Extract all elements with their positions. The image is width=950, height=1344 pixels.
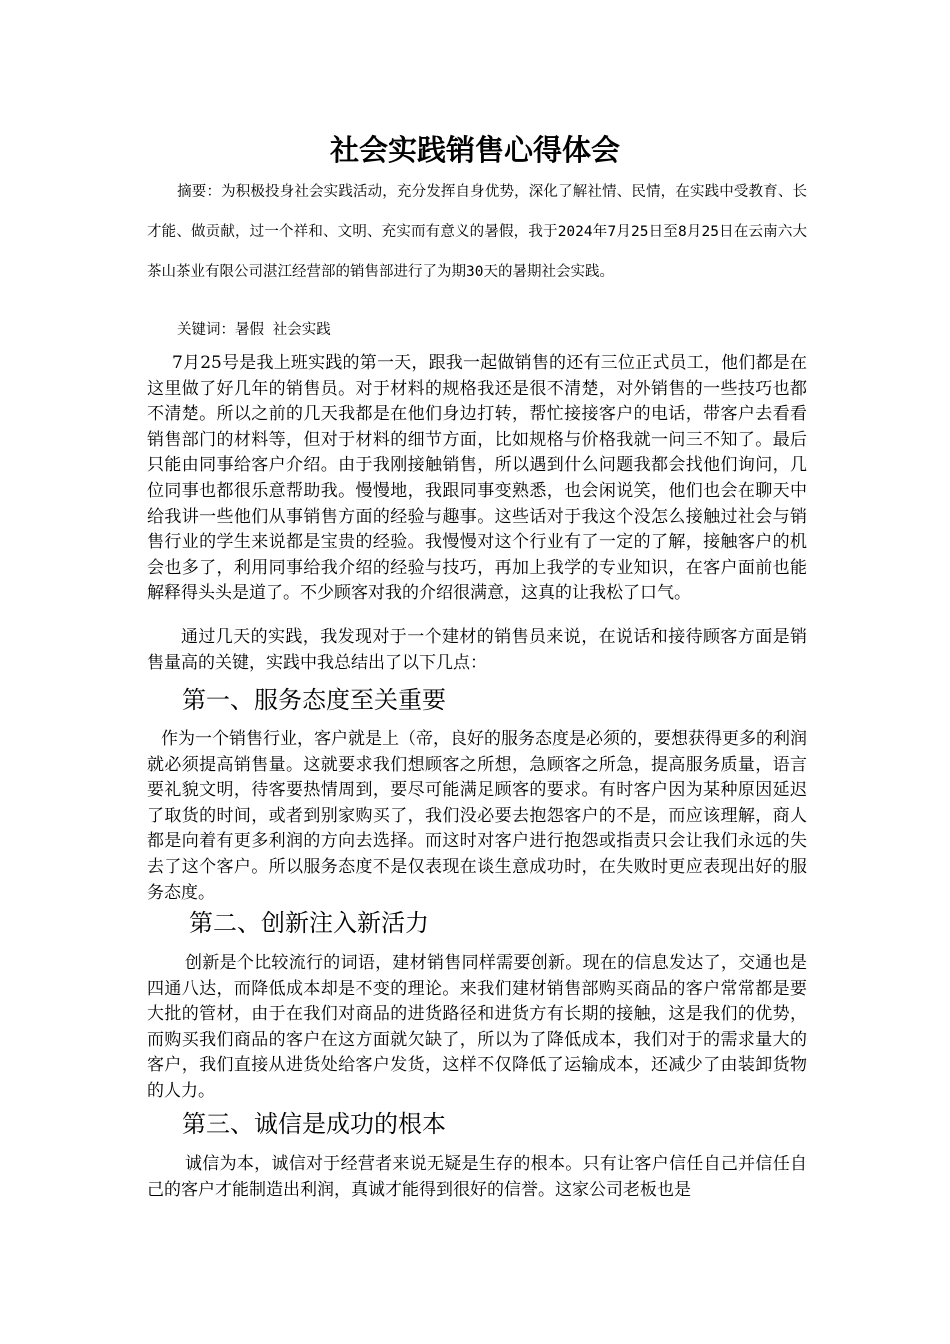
document-title: 社会实践销售心得体会 bbox=[329, 133, 620, 167]
section-heading-innovation: 第二、创新注入新活力 bbox=[189, 909, 429, 937]
section-heading-integrity: 第三、诚信是成功的根本 bbox=[182, 1110, 446, 1138]
section-heading-service-attitude: 第一、服务态度至关重要 bbox=[182, 686, 446, 714]
abstract bbox=[147, 172, 807, 292]
paragraph-summary-intro: 通过几天的实践，我发现对于一个建材的销售员来说，在说话和接待顾客方面是销售量高的关键，实践中我总结出了以下几点： bbox=[147, 627, 807, 673]
paragraph-service-attitude: 作为一个销售行业，客户就是上（帝，良好的服务态度是必须的，要想获得更多的利润就必须提高销售量。这就要求我们想顾客之所想，急顾客之所急，提高服务质量，语言要礼貌文明，待客要热情周到，要尽可能满足顾客的要求。有时客户因为某种原因延迟了取货的时间，或者到别家购买了，我们没必要去抱怨客户的不是，而应该理解，商人都是向着有更多利润的方向去选择。而这时对客户进行抱怨或指责只会让我们永远的失去了这个客户。所以服务态度不是仅表现在谈生意成功时，在失败时更应表现出好的服务态度。 bbox=[147, 729, 807, 903]
paragraph-innovation: 创新是个比较流行的词语，建材销售同样需要创新。现在的信息发达了，交通也是四通八达，而降低成本却是不变的理论。来我们建材销售部购买商品的客户常常都是要大批的管材，由于在我们对商品的进货路径和进货方有长期的接触，这是我们的优势，而购买我们商品的客户在这方面就欠缺了，所以为了降低成本，我们对于的需求量大的客户，我们直接从进货处给客户发货，这样不仅降低了运输成本，还减少了由装卸货物的人力。 bbox=[147, 953, 807, 1101]
keywords: 关键词：暑假 社会实践 bbox=[177, 322, 331, 338]
paragraph-integrity: 诚信为本，诚信对于经营者来说无疑是生存的根本。只有让客户信任自己并信任自己的客户才能制造出利润，真诚才能得到很好的信誉。这家公司老板也是 bbox=[147, 1154, 807, 1200]
abstract-text: 摘要：为积极投身社会实践活动，充分发挥自身优势，深化了解社情、民情，在实践中受教育、长才能、做贡献，过一个祥和、文明、充实而有意义的暑假，我于2024年7月25日至8月25日在云南六大茶山茶业有限公司湛江经营部的销售部进行了为期30天的暑期社会实践。 bbox=[147, 184, 807, 280]
paragraph-first-day: 7月25号是我上班实践的第一天，跟我一起做销售的还有三位正式员工，他们都是在这里做了好几年的销售员。对于材料的规格我还是很不清楚，对外销售的一些技巧也都不清楚。所以之前的几天我都是在他们身边打转，帮忙接接客户的电话，带客户去看看销售部门的材料等，但对于材料的细节方面，比如规格与价格我就一问三不知了。最后只能由同事给客户介绍。由于我刚接触销售，所以遇到什么问题我都会找他们询问，几位同事也都很乐意帮助我。慢慢地，我跟同事变熟悉，也会闲说笑，他们也会在聊天中给我讲一些他们从事销售方面的经验与趣事。这些话对于我这个没怎么接触过社会与销售行业的学生来说都是宝贵的经验。我慢慢对这个行业有了一定的了解，接触客户的机会也多了，利用同事给我介绍的经验与技巧，再加上我学的专业知识，在客户面前也能解释得头头是道了。不少顾客对我的介绍很满意，这真的让我松了口气。 bbox=[147, 353, 807, 604]
